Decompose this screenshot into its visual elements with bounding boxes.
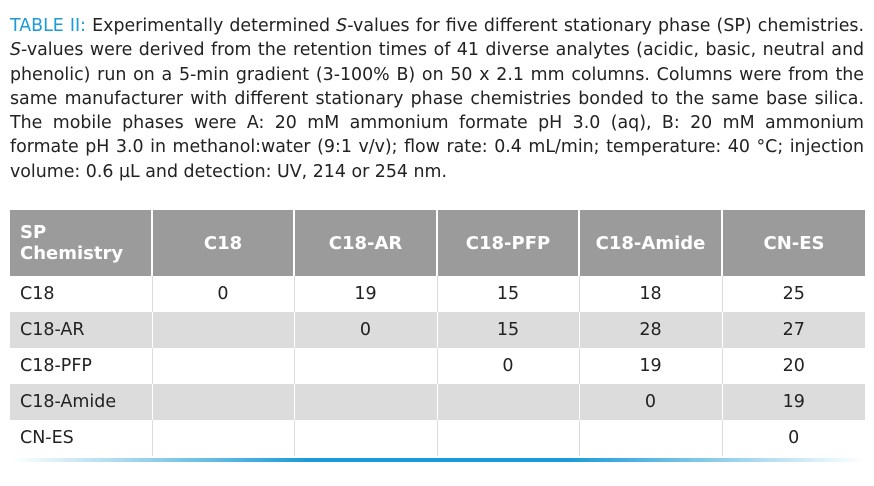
table-cell [437,420,579,456]
header-sp-chemistry [10,210,152,276]
header-col-2: C18-PFP [437,210,579,276]
header-col-1: C18-AR [294,210,437,276]
table-row [10,276,865,312]
table-cell [152,348,294,384]
row-label: C18-PFP [10,348,152,384]
table-cell [152,420,294,456]
table-cell: 25 [722,276,865,312]
table-header [10,210,865,276]
table-cell: 27 [722,312,865,348]
row-label: C18 [10,276,152,312]
table-cell [152,384,294,420]
table-cell: 19 [579,348,722,384]
table-row [10,348,865,384]
table-cell: 0 [152,276,294,312]
table-cell [294,348,437,384]
table-label: TABLE II: [10,16,87,36]
s-values-table-wrap [10,210,865,456]
caption-s-italic: S [336,16,348,36]
header-sp-line1: SP [20,222,47,243]
caption-s-italic-2: S [10,40,22,61]
table-cell [437,384,579,420]
table-cell: 15 [437,276,579,312]
header-col-4: CN-ES [722,210,865,276]
header-row [10,210,865,276]
table-caption [10,14,864,184]
table-cell: 20 [722,348,865,384]
table-cell: 0 [722,420,865,456]
table-cell: 18 [579,276,722,312]
table-cell: 19 [722,384,865,420]
table-cell: 15 [437,312,579,348]
table-cell [294,384,437,420]
table-cell: 0 [437,348,579,384]
table-body [10,276,865,456]
table-row [10,384,865,420]
table-cell [152,312,294,348]
table-cell: 0 [294,312,437,348]
table-cell: 28 [579,312,722,348]
table-cell [579,420,722,456]
table-row [10,312,865,348]
table-cell [294,420,437,456]
row-label: CN-ES [10,420,152,456]
header-sp-line2: Chemistry [20,243,124,264]
caption-text-3: -values were derived from the retention times of 41 diverse analytes (acidic, basic, neutral and phenolic) run on a 5-min gradient (3-100% B) on 50 x 2.1 mm columns. Columns were from the same manufacturer with different stationary phase chemistries bonded to the same base silica. The mobile phases were A: 20 mM ammonium formate pH 3.0 (aq), B: 20 mM ammonium formate pH 3.0 in methanol:water (9:1 v/v); flow rate: 0.4 mL/min; temperature: 40 °C; injection volume: 0.6 µL and detection: UV, 214 or 254 nm. [10,40,864,182]
table-cell: 0 [579,384,722,420]
bottom-accent-divider [10,458,865,462]
s-values-table [10,210,865,456]
row-label: C18-Amide [10,384,152,420]
header-col-3: C18-Amide [579,210,722,276]
row-label: C18-AR [10,312,152,348]
caption-text-2: -values for five different stationary phase (SP) chemistries. [347,16,864,36]
table-row [10,420,865,456]
caption-text-1: Experimentally determined [86,16,337,36]
table-cell: 19 [294,276,437,312]
header-col-0: C18 [152,210,294,276]
